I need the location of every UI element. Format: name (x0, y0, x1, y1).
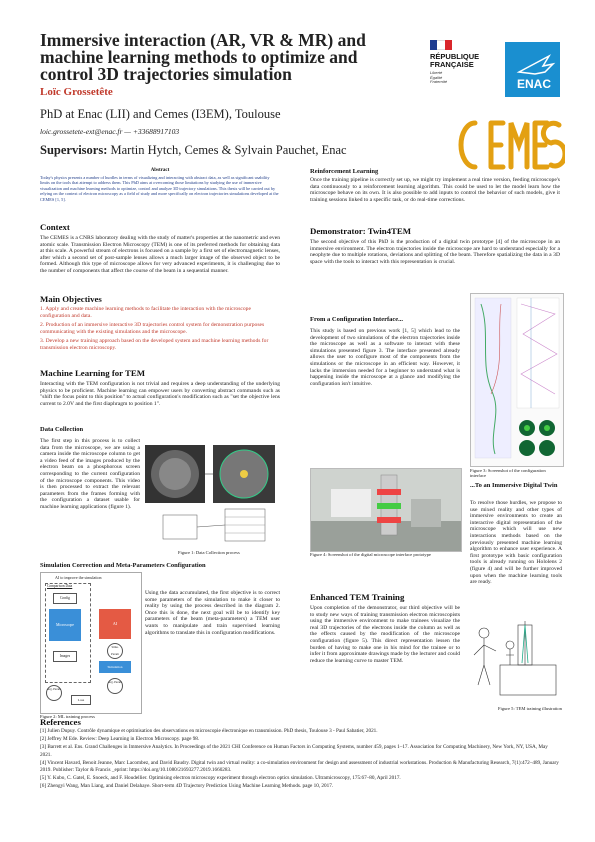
french-flag-icon (430, 40, 452, 50)
rf-motto: Liberté Égalité Fraternité (430, 70, 448, 84)
diagram-title: AI to improve the simulation (55, 575, 102, 580)
supervisors-names: Martin Hytch, Cemes & Sylvain Pauchet, Enac (110, 143, 347, 157)
republique-francaise-logo (430, 40, 505, 95)
diagram-ai-box: AI (99, 609, 131, 639)
diagram-config-box: Config (53, 593, 77, 604)
references-heading: References (40, 717, 81, 727)
digital-microscope-photo (311, 469, 461, 551)
reference-item: [3] Barrett et al. Ens. Grand Challenges in Immersive Analytics. In Proceedings of the 2021 CHI Conference on Human Factors in Computing Systems, number 459, pages 1–17. Association for Computing Machinery, New York, NY, USA, May 2021. (40, 744, 548, 758)
sim-correction-heading: Simulation Correction and Meta-Parameters Configuration (40, 562, 206, 569)
objective-item: 2. Production of an immersive interactive 3D trajectories control system for demonstration purposes communicating with the existing simulations and the microscope. (40, 322, 265, 335)
immersive-twin-text: To resolve those hurdles, we propose to use mixed reality and other types of immersive environments to create an interactive digital representation of the microscope which will use new interactions methods based on the previously presented machine learning algorithm to enhance user experience. A first prototype with basic configuration tools is already running on Hololens 2 (figure 4) and will be further improved upon when the machine learning tools are ready. (470, 500, 562, 586)
contact-email[interactable]: loic.grossetete-ext@enac.fr — +33688917103 (40, 127, 180, 136)
data-collection-text: The first step in this process is to collect data from the microscope, we are using a camera inside the microscope column to get a video feed of the images produced by the electron beam on a phosphorous screen corresponding to the current configuration of the microscope components. This video is then processed to extract the relevant parameters from the frames forming with the configuration a dataset usable for machine learning applications (figure 1). (40, 438, 140, 510)
data-collection-heading: Data Collection (40, 426, 84, 433)
reference-item: [6] Zhengyi Wang, Man Liang, and Daniel Delahaye. Short-term 4D Trajectory Prediction Using Machine Learning Methods. page 10, 2017. (40, 783, 334, 790)
figure-4-caption: Figure 4: Screenshot of the digital microscope interface prototype (310, 552, 431, 557)
context-heading: Context (40, 222, 70, 232)
author-name: Loïc Grossetête (40, 86, 113, 98)
objectives-heading: Main Objectives (40, 294, 102, 304)
diagram-sim-param: Simu. Param (107, 643, 123, 659)
affiliation: PhD at Enac (LII) and Cemes (I3EM), Toulouse (40, 107, 281, 121)
abstract-text: Today's physics presents a number of hurdles in terms of visualizing and interacting with abstract data, as well as significant usability limits on the tools that attempt to address them. This PhD aims at overcoming those limitations by studying the use of immersive visualization and machine learning methods to optimize, control and analyze 3D trajectory simulations. This thesis will be carried out by relying on the context of electron microscopy as a field of study and more specifically on electron trajectories simulations developed at the CEMES [1, 5]. (40, 174, 279, 202)
abstract-heading: Abstract (150, 168, 170, 173)
config-interface-heading: From a Configuration Interface... (310, 316, 404, 323)
twin-text: The second objective of this PhD is the production of a digital twin prototype [4] of the microscope in an immersive environment. The electron trajectories inside the microscope are hard to understand especially for a neophyte due to multiple rotations, deviations and splitting of the beam. Therefore spatializing the data in a 3D space with the tools to interact with this representation is crucial. (310, 239, 560, 265)
reference-item: [1] Julien Dupuy. Contrôle dynamique et optimisation des observations en microscopie électronique en transmission. PhD thesis, Toulouse 3 - Paul Sabatier, 2021. (40, 728, 378, 734)
figure-4-digital-microscope (310, 468, 462, 552)
figure-5-caption: Figure 5: TEM training illustration (498, 706, 562, 711)
config-interface-screenshot (471, 294, 563, 466)
figure-1-data-collection (145, 437, 280, 549)
immersive-twin-heading: ...To an Immersive Digital Twin (470, 482, 558, 489)
figure-5-tem-training (470, 615, 562, 703)
twin-heading: Demonstrator: Twin4TEM (310, 226, 412, 236)
diagram-arg-param: Arg. Param (107, 678, 123, 694)
ml-text: Interacting with the TEM configuration is not trivial and requires a deep understanding of the underlying physics to be proficient. Machine learning can empower users by converting abstract commands such as "shift the focus point to this position" to actual configuration's modification such as "set the objective lens current to 2.0V and the first diaphragm to position 1". (40, 381, 280, 407)
diagram-simulation-box: Simulation (99, 661, 131, 673)
cemes-logo-icon (455, 115, 565, 175)
enac-logo (505, 42, 560, 97)
figure-2-caption: Figure 2: ML training process (40, 714, 95, 719)
tem-training-illustration (470, 615, 562, 703)
context-text: The CEMES is a CNRS laboratory dealing with the study of matter's properties at the nanometric and even atomic scale. Transmission Electron Microscopy (TEM) is one of its preferred methods for obtaining data at this scale. A powerful stream of electrons is focused on a sample by a first set of electromagnetic lenses, after which a second set of post-sample lenses allows a much larger image of the observed object to be formed. Although this type of microscope allows for very advanced experiments, it is challenging due to the number of components that affect the course of the beam in a sequential manner. (40, 235, 280, 274)
figure-1-caption: Figure 1: Data Collection process (178, 550, 240, 555)
config-interface-text: This study is based on previous work [1, 5] which lead to the development of two simulations of the electron trajectories inside the microscope as well as a software to interact with these simulations presented figure 3. The interface presented already allows the user to configure most of the components from the simulations or the microscope in an efficient way. However, it lacks the immersion needed for a beginner to understand what is happening inside the microscope at a glance and modifying the configuration isn't intuitive. (310, 328, 460, 387)
reference-item: [2] Jeffrey M Ede. Review: Deep Learning in Electron Microscopy. page 98. (40, 736, 200, 743)
objectives-list (40, 306, 280, 355)
enac-text: ENAC (517, 77, 552, 91)
sim-correction-text: Using the data accumulated, the first objective is to correct some parameters of the simulation to make it closer to reality by using the process described in the diagram 2. Once this is done, the next goal will be to identify key parameters of the beam (meta-parameters) a TEM user wants to manipulate and train supervised learning algorithms to translate this in configuration modifications. (145, 590, 280, 636)
cemes-logo (455, 115, 565, 175)
enhanced-text: Upon completion of the demonstrator, our third objective will be to study new ways of training transmission electron microscopists using the immersive environment to make trainees visualize the real 3D trajectories of the electrons inside the column as well as the effects caused by the modification of the microscope configuration (figure 5). This direct representation lessen the burden of having to make one in his mind for the trainee or to infer it from approximate drawings made by the lecturer and could reduce the learning curve to master TEM. (310, 605, 460, 664)
figure-2-ml-diagram (40, 572, 142, 714)
references-list (40, 728, 560, 792)
objective-item: 3. Develop a new training approach based on the developed system and machine learning methods for transmission electron microscopy. (40, 338, 269, 351)
diagram-images-box: Images (53, 651, 77, 662)
abstract (40, 168, 280, 203)
enhanced-heading: Enhanced TEM Training (310, 592, 405, 602)
objective-item: 1. Apply and create machine learning methods to facilitate the interaction with the microscope configuration and data. (40, 306, 251, 319)
rf-text: RÉPUBLIQUE FRANÇAISE (430, 52, 480, 69)
supervisors-line (40, 143, 347, 158)
diagram-comparison-label: Comparison Data (47, 584, 73, 588)
reference-item: [4] Vincent Havard, Benoit Jeanne, Marc Lacombez, and David Baudry. Digital twin and virtual reality: a co-simulation environment for design and assessment of industrial workstations. Production & Manufacturing Research, 7(1):472–489, January 2019. Publisher: Taylor & Francis _eprint: https://doi.org/10.1080/21693277.2019.1660283. (40, 759, 559, 774)
rl-heading: Reinforcement Learning (310, 168, 379, 175)
diagram-arg-param-2: Arg. Param (46, 685, 62, 701)
figure-3-caption: Figure 3: Screenshot of the configuration interface (470, 468, 546, 479)
poster-title: Immersive interaction (AR, VR & MR) and machine learning methods to optimize and control 3D trajectories simulation (40, 30, 366, 84)
rl-text: Once the training pipeline is correctly set up, we might try implement a real time version, feeding microscope's data continuously to a reinforcement learning algorithm. This could be used to let the model learn how the microscope behave on its own. It is also possible to add inputs to control the behavior of such models, give it training sessions linked to a specific task, or do real-time corrections. (310, 177, 560, 203)
diagram-microscope-box: Microscope (49, 609, 81, 641)
reference-item: [5] Y. Kubo, C. Gatel, E. Snoeck, and F. Houdellier. Optimising electron microscopy experiment through electron optics simulation. Ultramicroscopy, 175:67–80, April 2017. (40, 775, 401, 782)
supervisors-label: Supervisors: (40, 143, 108, 157)
diagram-loss-box: Loss (71, 695, 91, 705)
data-collection-diagram (145, 437, 280, 549)
ml-heading: Machine Learning for TEM (40, 368, 145, 378)
figure-3-config-interface (470, 293, 564, 467)
